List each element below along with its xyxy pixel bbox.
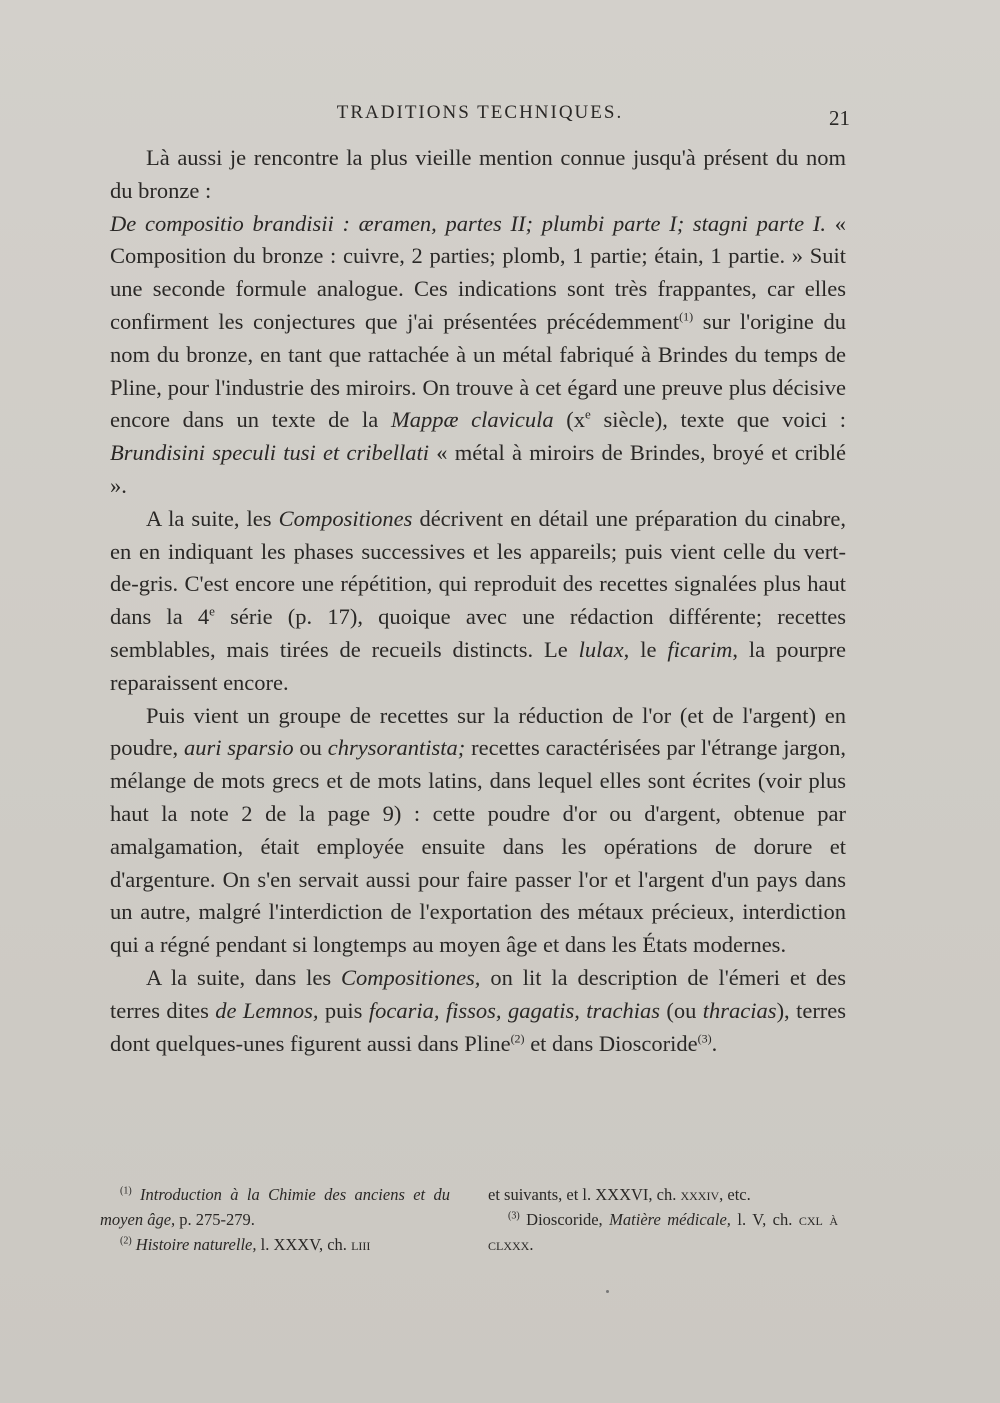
page-number: 21	[829, 106, 850, 130]
footnotes	[100, 1182, 838, 1257]
footnotes-left-column	[100, 1182, 450, 1257]
footnote-ref-3: (3)	[697, 1031, 712, 1046]
paragraph-4: Puis vient un groupe de recettes sur la réduction de l'or (et de l'argent) en poudre, auri sparsio ou chrysorantista; recettes caractérisées par l'étrange jargon, mélange de mots grecs et de mots latins, dans lequel elles sont écrites (voir plus haut la note 2 de la page 9) : cette poudre d'or ou d'argent, obtenue par amalgamation, était employée ensuite dans les opérations de dorure et d'argenture. On s'en servait aussi pour faire passer l'or et l'argent d'un pays dans un autre, malgré l'interdiction de l'exportation des métaux précieux, interdiction qui a régné pendant si longtemps au moyen âge et dans les États modernes.	[110, 702, 847, 958]
paragraph-1: Là aussi je rencontre la plus vieille mention connue jusqu'à présent du nom du bronze :	[110, 145, 846, 203]
running-head: TRADITIONS TECHNIQUES.	[336, 102, 624, 123]
page-header	[110, 100, 850, 130]
mappae-clavicula: Mappæ clavicula	[390, 407, 554, 433]
footnotes-right-column	[488, 1182, 838, 1257]
footnote-2: $^{(2)}$ Histoire naturelle, l. XXXV, ch. liii	[120, 1235, 371, 1254]
footnote-3: $^{(3)}$ Dioscoride, Matière médicale, l. V, ch. cxl à clxxx.	[488, 1210, 838, 1254]
body-text	[110, 142, 846, 1060]
paragraph-5: A la suite, dans les Compositiones, on lit la description de l'émeri et des terres dites de Lemnos, puis focaria, fissos, gagatis, trachias (ou thracias), terres dont quelques-unes figurent aussi dans Pline$^{(2)}$ et dans Dioscoride$^{(3)}$.	[110, 964, 847, 1056]
footnote-ref-2: (2)	[510, 1031, 525, 1046]
brundisini-quote: Brundisini speculi tusi et cribellati	[110, 440, 429, 466]
footnote-ref-1: (1)	[679, 309, 694, 324]
paragraph-3: A la suite, les Compositiones décrivent en détail une préparation du cinabre, en en indiquant les phases successives et les appareils; puis vient celle du vert-de-gris. C'est encore une répétition, qui reproduit des recettes signalées plus haut dans la 4e série (p. 17), quoique avec une rédaction différente; recettes semblables, mais tirées de recueils distincts. Le lulax, le ficarim, la pourpre reparaissent encore.	[110, 505, 846, 695]
footnote-2-continued: et suivants, et l. XXXVI, ch. xxxiv, etc.	[488, 1185, 751, 1204]
latin-formula: De compositio brandisii : æramen, partes II; plumbi parte I; stagni parte I.	[110, 210, 827, 236]
paper-speck	[606, 1290, 609, 1293]
footnote-1: $^{(1)}$ Introduction à la Chimie des anciens et du moyen âge, p. 275-279.	[100, 1185, 451, 1229]
paragraph-2: De compositio brandisii : æramen, partes II; plumbi parte I; stagni parte I. « Composition du bronze : cuivre, 2 parties; plomb, 1 partie; étain, 1 partie. » Suit une seconde formule analogue. Ces indications sont très frappantes, car elles confirment les conjectures que j'ai présentées précédemment$^{(1)}$ sur l'origine du nom du bronze, en tant que rattachée à un métal fabriqué à Brindes du temps de Pline, pour l'industrie des miroirs. On trouve à cet égard une preuve plus décisive encore dans un texte de la Mappæ clavicula ($x^e$ siècle), texte que voici : Brundisini speculi tusi et cribellati « métal à miroirs de Brindes, broyé et criblé ».	[110, 210, 846, 498]
